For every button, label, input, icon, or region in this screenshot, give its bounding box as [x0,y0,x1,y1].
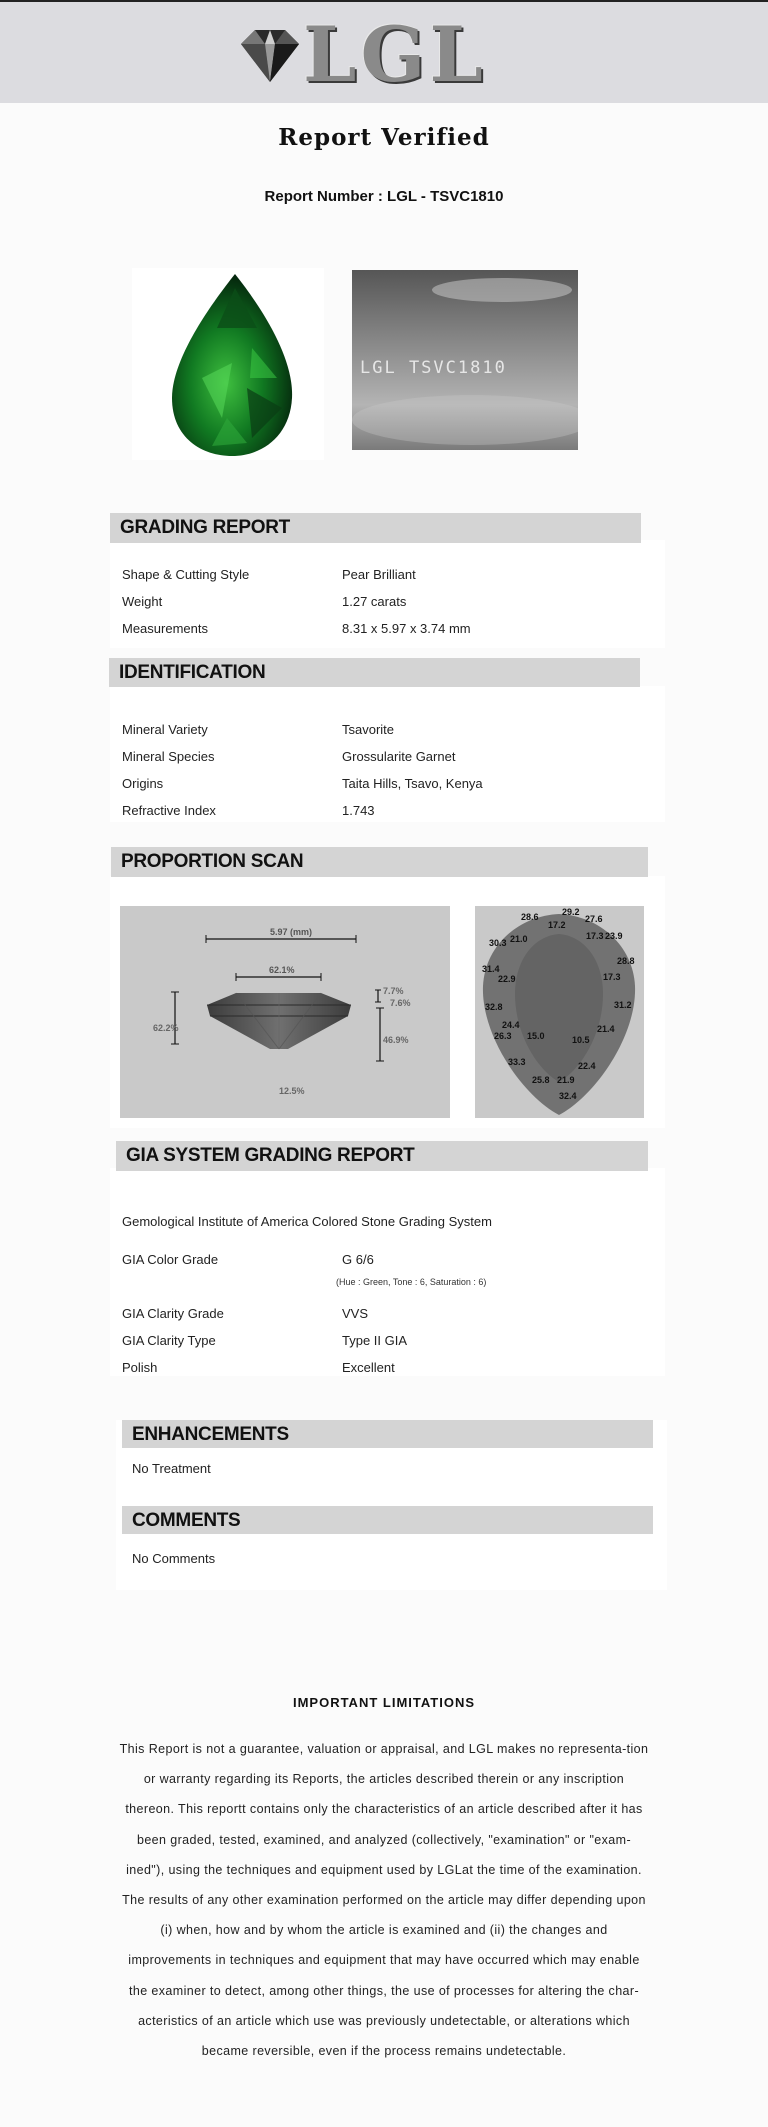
report-number: Report Number : LGL - TSVC1810 [264,188,504,205]
width-label: 5.97 (mm) [270,927,313,937]
gia-heading: GIA SYSTEM GRADING REPORT [116,1141,648,1171]
top-value-17: 10.5 [572,1035,590,1045]
top-value-23: 32.4 [559,1091,577,1101]
depth-label: 62.2% [153,1023,179,1033]
top-value-10: 22.9 [498,974,516,984]
identification-heading: IDENTIFICATION [109,658,640,687]
girdle-label: 7.6% [390,998,411,1008]
gia-value-color: G 6/6 [342,1252,374,1267]
grading-label-weight: Weight [122,594,163,609]
top-value-4: 30.3 [489,938,507,948]
top-value-15: 26.3 [494,1031,512,1041]
enhancements-heading: ENHANCEMENTS [122,1420,653,1448]
top-value-12: 32.8 [485,1002,503,1012]
gemstone-photo [132,268,324,460]
top-value-3: 17.2 [548,920,566,930]
top-value-9: 28.8 [617,956,635,966]
top-value-6: 17.3 [586,931,604,941]
crown-label: 7.7% [383,986,404,996]
proportion-heading: PROPORTION SCAN [111,847,648,877]
top-value-20: 22.4 [578,1061,596,1071]
inscription-text: LGL TSVC1810 [360,358,507,378]
grading-value-shape: Pear Brilliant [342,567,416,582]
table-label: 62.1% [269,965,295,975]
grading-heading: GRADING REPORT [110,513,641,543]
enhancements-text: No Treatment [132,1461,211,1476]
top-view-diagram [475,906,644,1118]
top-value-1: 29.2 [562,907,580,917]
gia-value-polish: Excellent [342,1360,395,1375]
top-value-7: 23.9 [605,931,623,941]
gia-value-clarity-grade: VVS [342,1306,369,1321]
side-profile-diagram [120,906,450,1118]
gia-label-clarity-grade: GIA Clarity Grade [122,1306,224,1321]
gia-system-text: Gemological Institute of America Colored Stone Grading System [122,1214,492,1229]
limitations-heading: IMPORTANT LIMITATIONS [292,1695,476,1710]
grading-value-weight: 1.27 carats [342,594,407,609]
comments-text: No Comments [132,1551,216,1566]
id-label-origins: Origins [122,776,164,791]
gia-color-note: (Hue : Green, Tone : 6, Saturation : 6) [336,1277,487,1287]
top-value-22: 21.9 [557,1075,575,1085]
top-value-14: 24.4 [502,1020,520,1030]
top-value-19: 33.3 [508,1057,526,1067]
top-value-11: 17.3 [603,972,621,982]
grading-value-measurements: 8.31 x 5.97 x 3.74 mm [342,621,471,636]
limitations-text: This Report is not a guarantee, valuation or appraisal, and LGL makes no representa-tion or warranty regarding its Reports, the articles described therein or any inscription thereon. This reportt contains only the characteristics of an article described after it has been graded, tested, examined, and analyzed (collectively, "examination" or "exam-ined"), using the techniques and equipment used by LGLat the time of the examination. The results of any other examination performed on the article may differ depending upon (i) when, how and by whom the article is examined and (ii) the changes and improvements in techniques and equipment that may have occurred which may enable the examiner to detect, among other things, the use of processes for altering the char-acteristics of an article which use was previously undetectable, or alterations which became reversible, even if the process remains undetectable. [119,1742,649,2059]
gia-label-color: GIA Color Grade [122,1252,219,1267]
gia-label-clarity-type: GIA Clarity Type [122,1333,216,1348]
top-value-8: 31.4 [482,964,500,974]
gia-value-clarity-type: Type II GIA [342,1333,408,1348]
diamond-icon [235,26,305,86]
top-value-18: 21.4 [597,1024,615,1034]
top-value-0: 28.6 [521,912,539,922]
culet-label: 12.5% [279,1086,305,1096]
logo-text: LGL [303,10,487,99]
id-label-ri: Refractive Index [122,803,216,818]
grading-label-shape: Shape & Cutting Style [122,567,250,582]
top-value-16: 15.0 [527,1031,545,1041]
id-value-ri: 1.743 [342,803,375,818]
id-label-species: Mineral Species [122,749,215,764]
page-title: Report Verified [278,124,490,151]
pavilion-label: 46.9% [383,1035,409,1045]
id-value-origins: Taita Hills, Tsavo, Kenya [342,776,483,791]
top-value-5: 21.0 [510,934,528,944]
top-value-13: 31.2 [614,1000,632,1010]
id-label-variety: Mineral Variety [122,722,208,737]
id-value-species: Grossularite Garnet [342,749,456,764]
top-value-2: 27.6 [585,914,603,924]
comments-heading: COMMENTS [122,1506,653,1534]
inscription-photo [352,270,578,450]
id-value-variety: Tsavorite [342,722,395,737]
lgl-logo [235,10,495,99]
grading-label-measurements: Measurements [122,621,208,636]
header-bar [0,0,768,103]
top-value-21: 25.8 [532,1075,550,1085]
gia-label-polish: Polish [122,1360,158,1375]
